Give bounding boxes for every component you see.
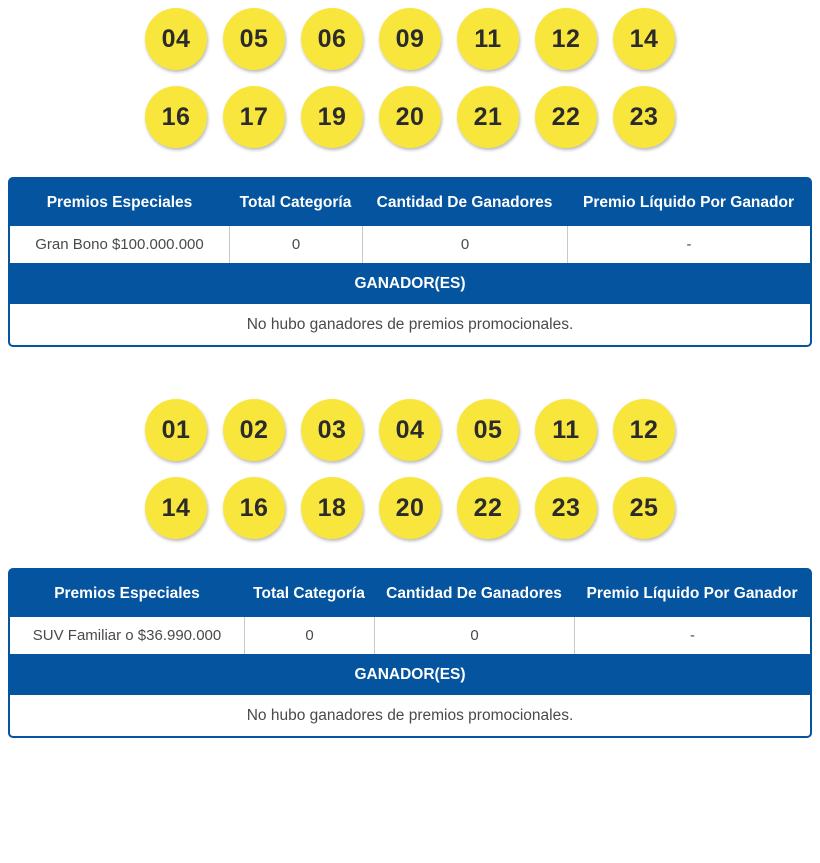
winners-empty-message: No hubo ganadores de premios promocionales. <box>10 304 810 345</box>
table-row <box>10 617 810 654</box>
number-ball: 12 <box>613 399 675 461</box>
number-ball: 01 <box>145 399 207 461</box>
number-ball: 04 <box>145 8 207 70</box>
draw-section-gran-bono <box>0 0 820 347</box>
number-ball: 04 <box>379 399 441 461</box>
special-prizes-table-suv-familiar <box>8 568 812 738</box>
number-ball: 16 <box>223 477 285 539</box>
cell-net-prize: - <box>567 226 810 263</box>
column-header-total-category: Total Categoría <box>253 584 365 602</box>
number-ball: 22 <box>457 477 519 539</box>
number-ball: 06 <box>301 8 363 70</box>
section-separator <box>0 347 820 391</box>
cell-winner-count: 0 <box>374 617 574 654</box>
cell-prize: SUV Familiar o $36.990.000 <box>32 627 222 644</box>
column-header-prize: Premios Especiales <box>46 193 193 211</box>
number-ball: 20 <box>379 86 441 148</box>
cell-net-prize: - <box>574 617 810 654</box>
ball-row <box>0 477 820 539</box>
number-ball: 14 <box>145 477 207 539</box>
number-ball: 18 <box>301 477 363 539</box>
number-ball: 03 <box>301 399 363 461</box>
number-ball: 02 <box>223 399 285 461</box>
number-ball: 09 <box>379 8 441 70</box>
column-header-net-prize: Premio Líquido Por Ganador <box>583 193 794 211</box>
winners-section-header: GANADOR(ES) <box>10 263 810 304</box>
table-row <box>10 226 810 263</box>
cell-total-category: 0 <box>244 617 374 654</box>
table-header-row <box>10 570 810 617</box>
number-ball: 05 <box>223 8 285 70</box>
column-header-winner-count: Cantidad De Ganadores <box>376 193 553 211</box>
cell-total-category: 0 <box>229 226 362 263</box>
number-ball: 11 <box>535 399 597 461</box>
number-ball: 25 <box>613 477 675 539</box>
ball-row <box>0 8 820 70</box>
spacer <box>0 164 820 177</box>
ball-row <box>0 86 820 148</box>
number-ball: 23 <box>535 477 597 539</box>
winners-empty-message: No hubo ganadores de premios promocionales. <box>10 695 810 736</box>
number-ball: 22 <box>535 86 597 148</box>
cell-winner-count: 0 <box>362 226 567 263</box>
winners-section-header: GANADOR(ES) <box>10 654 810 695</box>
special-prizes-table-gran-bono <box>8 177 812 347</box>
number-ball: 12 <box>535 8 597 70</box>
column-header-winner-count: Cantidad De Ganadores <box>386 584 562 602</box>
ball-row <box>0 399 820 461</box>
column-header-net-prize: Premio Líquido Por Ganador <box>586 584 798 602</box>
spacer <box>0 555 820 568</box>
number-ball: 14 <box>613 8 675 70</box>
winning-numbers-gran-bono <box>0 0 820 148</box>
number-ball: 19 <box>301 86 363 148</box>
winning-numbers-suv-familiar <box>0 391 820 539</box>
draw-section-suv-familiar <box>0 391 820 738</box>
column-header-prize: Premios Especiales <box>54 584 200 602</box>
number-ball: 05 <box>457 399 519 461</box>
cell-prize: Gran Bono $100.000.000 <box>35 236 204 253</box>
table-header-row <box>10 179 810 226</box>
number-ball: 23 <box>613 86 675 148</box>
number-ball: 11 <box>457 8 519 70</box>
number-ball: 16 <box>145 86 207 148</box>
column-header-total-category: Total Categoría <box>239 193 352 211</box>
number-ball: 21 <box>457 86 519 148</box>
number-ball: 20 <box>379 477 441 539</box>
number-ball: 17 <box>223 86 285 148</box>
